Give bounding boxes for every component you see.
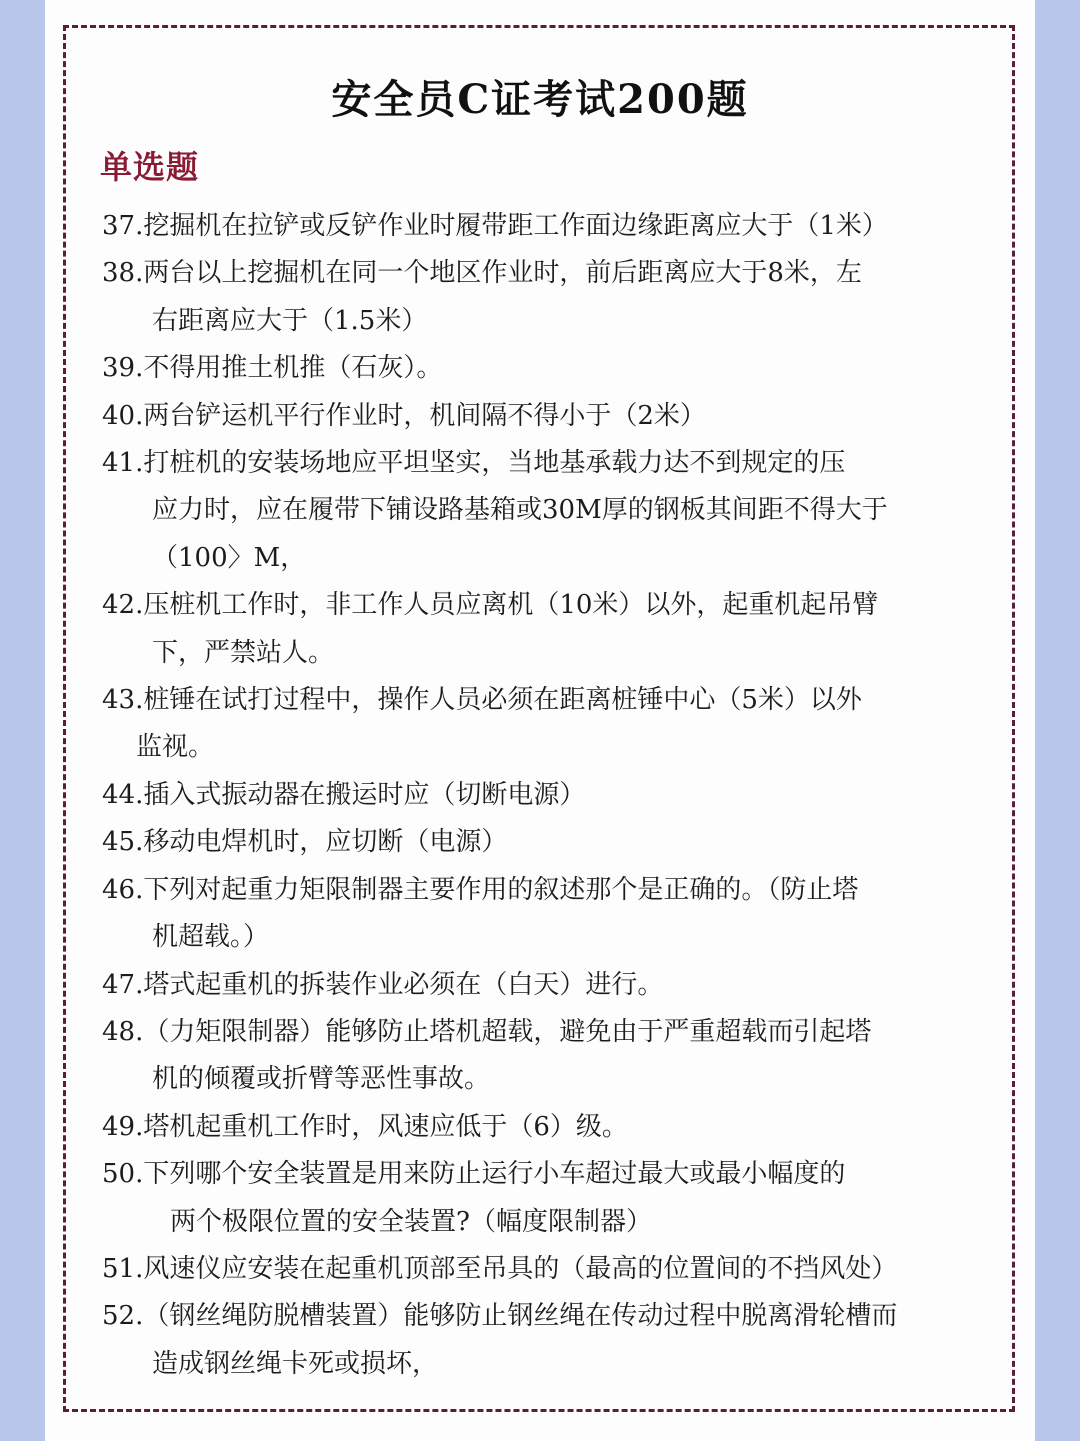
- question-list: [102, 203, 1022, 1388]
- question-item: [102, 867, 1022, 962]
- page-title: 安全员C证考试200题: [331, 76, 749, 123]
- question-line: 42.压桩机工作时，非工作人员应离机（10米）以外，起重机起吊臂: [102, 590, 879, 621]
- question-line: 49.塔机起重机工作时，风速应低于（6）级。: [102, 1111, 628, 1142]
- question-item: [102, 1293, 1022, 1388]
- question-line: 应力时，应在履带下铺设路基箱或30M厚的钢板其间距不得大于: [152, 495, 888, 526]
- question-line: 39.不得用推土机推（石灰）。: [102, 353, 443, 384]
- question-line: 46.下列对起重力矩限制器主要作用的叙述那个是正确的。（防止塔: [102, 874, 859, 905]
- question-line: 机超载。）: [152, 922, 270, 953]
- question-line: 44.插入式振动器在搬运时应（切断电源）: [102, 779, 586, 810]
- question-item: [102, 440, 1022, 582]
- question-line: （100〉M，: [152, 542, 307, 573]
- question-item: [102, 677, 1022, 772]
- section-heading: 单选题: [100, 148, 200, 186]
- question-line: 50.下列哪个安全装置是用来防止运行小车超过最大或最小幅度的: [102, 1159, 846, 1190]
- question-item: [102, 1246, 1022, 1293]
- question-line: 监视。: [136, 732, 215, 763]
- question-item: [102, 819, 1022, 866]
- question-item: [102, 1009, 1022, 1104]
- question-line: 右距离应大于（1.5米）: [152, 305, 428, 336]
- question-line: 47.塔式起重机的拆装作业必须在（白天）进行。: [102, 969, 664, 1000]
- question-item: [102, 250, 1022, 345]
- question-line: 48.（力矩限制器）能够防止塔机超载，避免由于严重超载而引起塔: [102, 1016, 872, 1047]
- question-line: 38.两台以上挖掘机在同一个地区作业时，前后距离应大于8米，左: [102, 258, 862, 289]
- question-line: 下，严禁站人。: [152, 637, 335, 668]
- question-item: [102, 393, 1022, 440]
- question-item: [102, 345, 1022, 392]
- page-sheet: [45, 0, 1035, 1441]
- question-item: [102, 1104, 1022, 1151]
- question-line: 两个极限位置的安全装置?（幅度限制器）: [170, 1206, 652, 1237]
- question-item: [102, 582, 1022, 677]
- question-line: 51.风速仪应安装在起重机顶部至吊具的（最高的位置间的不挡风处）: [102, 1253, 898, 1284]
- question-line: 41.打桩机的安装场地应平坦坚实，当地基承载力达不到规定的压: [102, 448, 846, 479]
- question-item: [102, 203, 1022, 250]
- question-line: 45.移动电焊机时，应切断（电源）: [102, 827, 508, 858]
- question-line: 造成钢丝绳卡死或损坏，: [152, 1348, 439, 1379]
- question-item: [102, 1151, 1022, 1246]
- question-line: 40.两台铲运机平行作业时，机间隔不得小于（2米）: [102, 400, 706, 431]
- question-line: 43.桩锤在试打过程中，操作人员必须在距离桩锤中心（5米）以外: [102, 685, 862, 716]
- question-line: 机的倾覆或折臂等恶性事故。: [152, 1064, 491, 1095]
- question-item: [102, 962, 1022, 1009]
- question-line: 37.挖掘机在拉铲或反铲作业时履带距工作面边缘距离应大于（1米）: [102, 211, 888, 241]
- question-line: 52.（钢丝绳防脱槽装置）能够防止钢丝绳在传动过程中脱离滑轮槽而: [102, 1301, 898, 1332]
- question-item: [102, 772, 1022, 819]
